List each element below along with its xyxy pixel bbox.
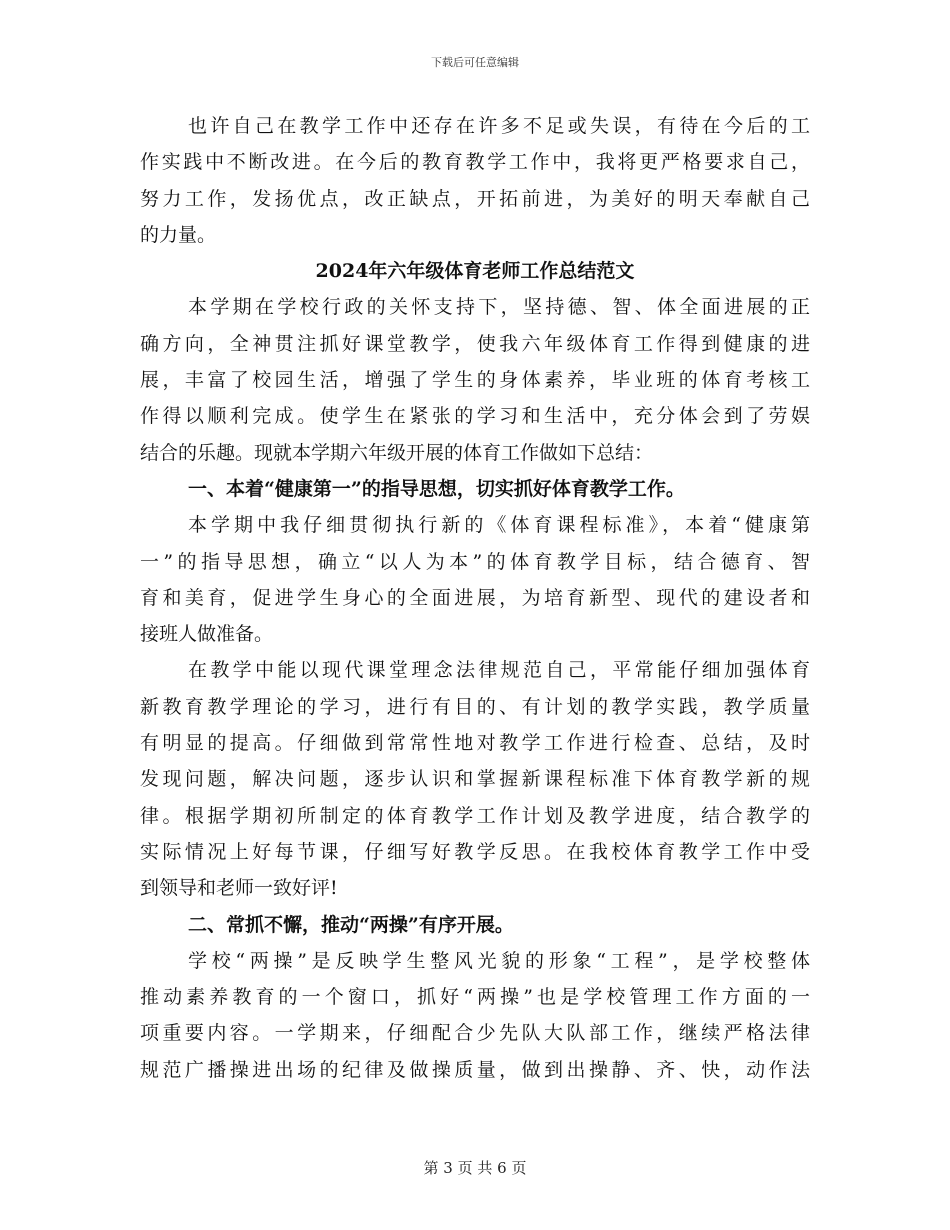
text-line: 学校“两操”是反映学生整风光貌的形象“工程”，是学校整体 bbox=[188, 949, 810, 972]
page-footer: 第 3 页 共 6 页 bbox=[423, 1159, 527, 1177]
section-title: 2024年六年级体育老师工作总结范文 bbox=[315, 260, 635, 283]
text-line: 育和美育，促进学生身心的全面进展，为培育新型、现代的建设者和 bbox=[140, 586, 810, 609]
text-line: 的力量。 bbox=[140, 223, 217, 246]
text-line: 有明显的提高。仔细做到常常性地对教学工作进行检查、总结，及时 bbox=[140, 732, 810, 755]
text-line: 接班人做准备。 bbox=[140, 623, 274, 646]
text-line: 律。根据学期初所制定的体育教学工作计划及教学进度，结合教学的 bbox=[140, 804, 810, 827]
text-line: 作实践中不断改进。在今后的教育教学工作中，我将更严格要求自己， bbox=[140, 151, 810, 174]
text-line: 结合的乐趣。现就本学期六年级开展的体育工作做如下总结： bbox=[140, 441, 654, 464]
text-line: 实际情况上好每节课，仔细写好教学反思。在我校体育教学工作中受 bbox=[140, 840, 810, 863]
text-line: 项重要内容。一学期来，仔细配合少先队大队部工作，继续严格法律 bbox=[140, 1022, 810, 1045]
header-note: 下载后可任意编辑 bbox=[431, 56, 519, 69]
text-line: 展，丰富了校园生活，增强了学生的身体素养，毕业班的体育考核工 bbox=[140, 369, 810, 392]
text-line: 发现问题，解决问题，逐步认识和掌握新课程标准下体育教学新的规 bbox=[140, 768, 810, 791]
text-line: 一”的指导思想，确立“以人为本”的体育教学目标，结合德育、智 bbox=[140, 550, 810, 573]
text-line: 也许自己在教学工作中还存在许多不足或失误，有待在今后的工 bbox=[188, 115, 810, 137]
heading-one: 一、本着“健康第一”的指导思想，切实抓好体育教学工作。 bbox=[188, 477, 685, 500]
body-text bbox=[140, 108, 810, 1088]
text-line: 本学期中我仔细贯彻执行新的《体育课程标准》，本着“健康第 bbox=[188, 514, 810, 537]
text-line: 新教育教学理论的学习，进行有目的、有计划的教学实践，教学质量 bbox=[140, 695, 810, 718]
text-line: 本学期在学校行政的关怀支持下，坚持德、智、体全面进展的正 bbox=[188, 296, 810, 319]
text-line: 努力工作，发扬优点，改正缺点，开拓前进，为美好的明天奉献自己 bbox=[140, 187, 810, 210]
text-line: 作得以顺利完成。使学生在紧张的学习和生活中，充分体会到了劳娱 bbox=[140, 405, 810, 428]
text-line: 推动素养教育的一个窗口，抓好“两操”也是学校管理工作方面的一 bbox=[140, 986, 810, 1009]
text-line: 规范广播操进出场的纪律及做操质量，做到出操静、齐、快，动作法 bbox=[140, 1058, 810, 1081]
text-line: 确方向，全神贯注抓好课堂教学，使我六年级体育工作得到健康的进 bbox=[140, 332, 810, 355]
text-line: 到领导和老师一致好评! bbox=[140, 877, 338, 900]
text-line: 在教学中能以现代课堂理念法律规范自己，平常能仔细加强体育 bbox=[188, 659, 810, 682]
heading-two: 二、常抓不懈，推动“两操”有序开展。 bbox=[188, 913, 514, 936]
